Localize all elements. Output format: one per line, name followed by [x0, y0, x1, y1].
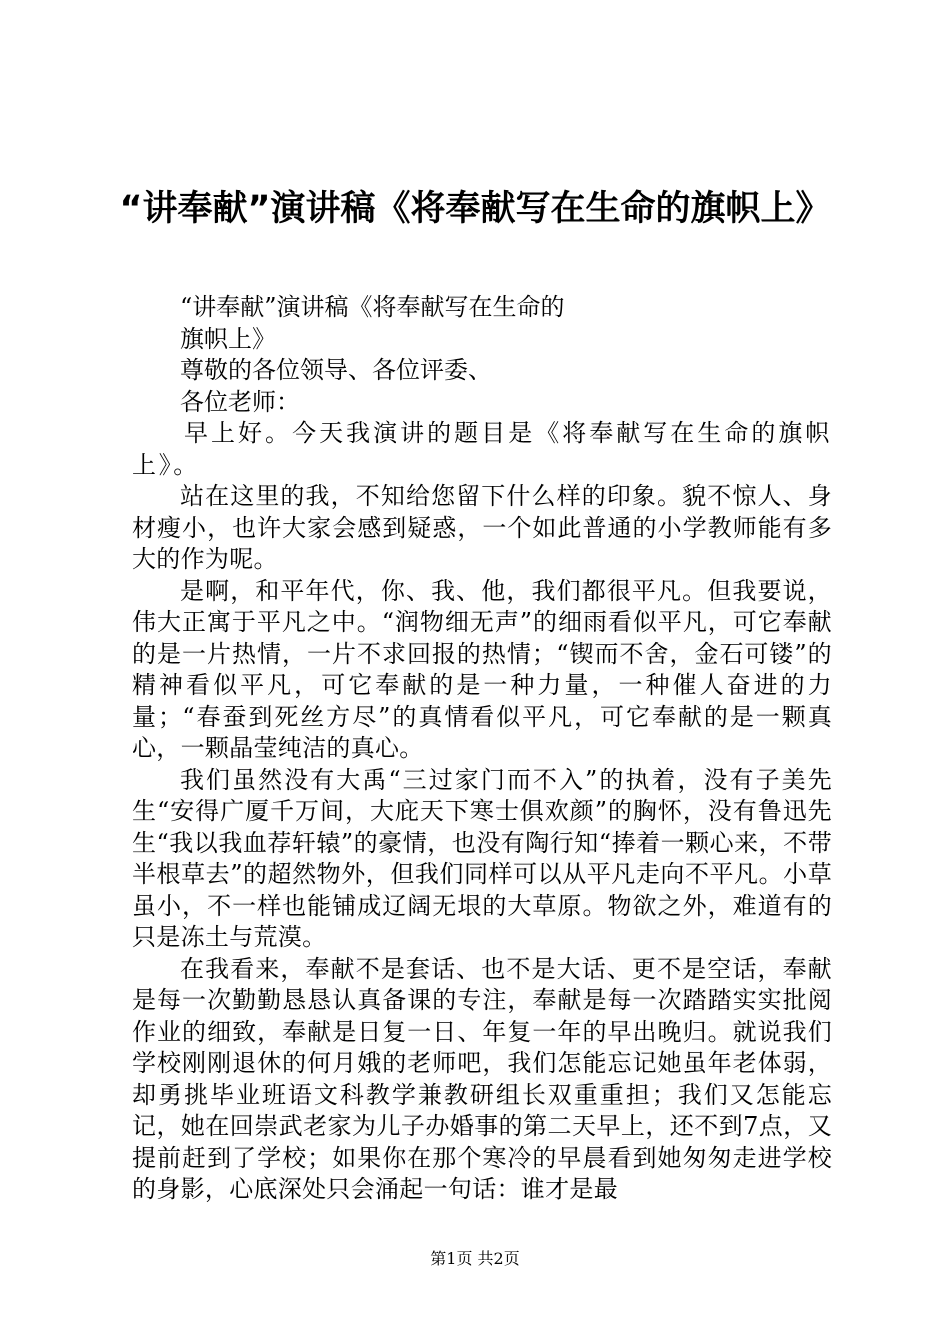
- page-footer: 第1页 共2页: [430, 1249, 520, 1268]
- document-body: [132, 292, 832, 1206]
- header-line: 旗帜上》: [180, 324, 276, 353]
- paragraph: 站在这里的我，不知给您留下什么样的印象。貌不惊人、身材瘦小，也许大家会感到疑惑，一个如此普通的小学教师能有多大的作为呢。: [132, 482, 832, 573]
- paragraph: 早上好。今天我演讲的题目是《将奉献写在生命的旗帜上》。: [132, 419, 832, 479]
- header-line: “讲奉献”演讲稿《将奉献写在生命的: [180, 293, 565, 321]
- paragraph: 是啊，和平年代，你、我、他，我们都很平凡。但我要说，伟大正寓于平凡之中。“润物细无声”的细雨看似平凡，可它奉献的是一片热情，一片不求回报的热情；“锲而不舍，金石可镂”的精神看似平凡，可它奉献的是一种力量，一种催人奋进的力量；“春蚕到死丝方尽”的真情看似平凡，可它奉献的是一颗真心，一颗晶莹纯洁的真心。: [132, 576, 832, 762]
- salutation-line: 尊敬的各位领导、各位评委、: [180, 356, 492, 384]
- salutation-line: 各位老师：: [180, 387, 300, 416]
- paragraph: 我们虽然没有大禹“三过家门而不入”的执着，没有子美先生“安得广厦千万间，大庇天下寒士俱欢颜”的胸怀，没有鲁迅先生“我以我血荐轩辕”的豪情，也没有陶行知“捧着一颗心来，不带半根草去”的超然物外，但我们同样可以从平凡走向不平凡。小草虽小，不一样也能铺成辽阔无垠的大草原。物欲之外，难道有的只是冻土与荒漠。: [132, 765, 832, 951]
- document-title: “讲奉献”演讲稿《将奉献写在生命的旗帜上》: [119, 189, 831, 229]
- paragraph: 在我看来，奉献不是套话、也不是大话、更不是空话，奉献是每一次勤勤恳恳认真备课的专注，奉献是每一次踏踏实实批阅作业的细致，奉献是日复一日、年复一年的早出晚归。就说我们学校刚刚退休的何月娥的老师吧，我们怎能忘记她虽年老体弱，却勇挑毕业班语文科教学兼教研组长双重重担；我们又怎能忘记，她在回崇武老家为儿子办婚事的第二天早上，还不到7点，又提前赶到了学校；如果你在那个寒冷的早晨看到她匆匆走进学校的身影，心底深处只会涌起一句话：谁才是最: [132, 954, 832, 1203]
